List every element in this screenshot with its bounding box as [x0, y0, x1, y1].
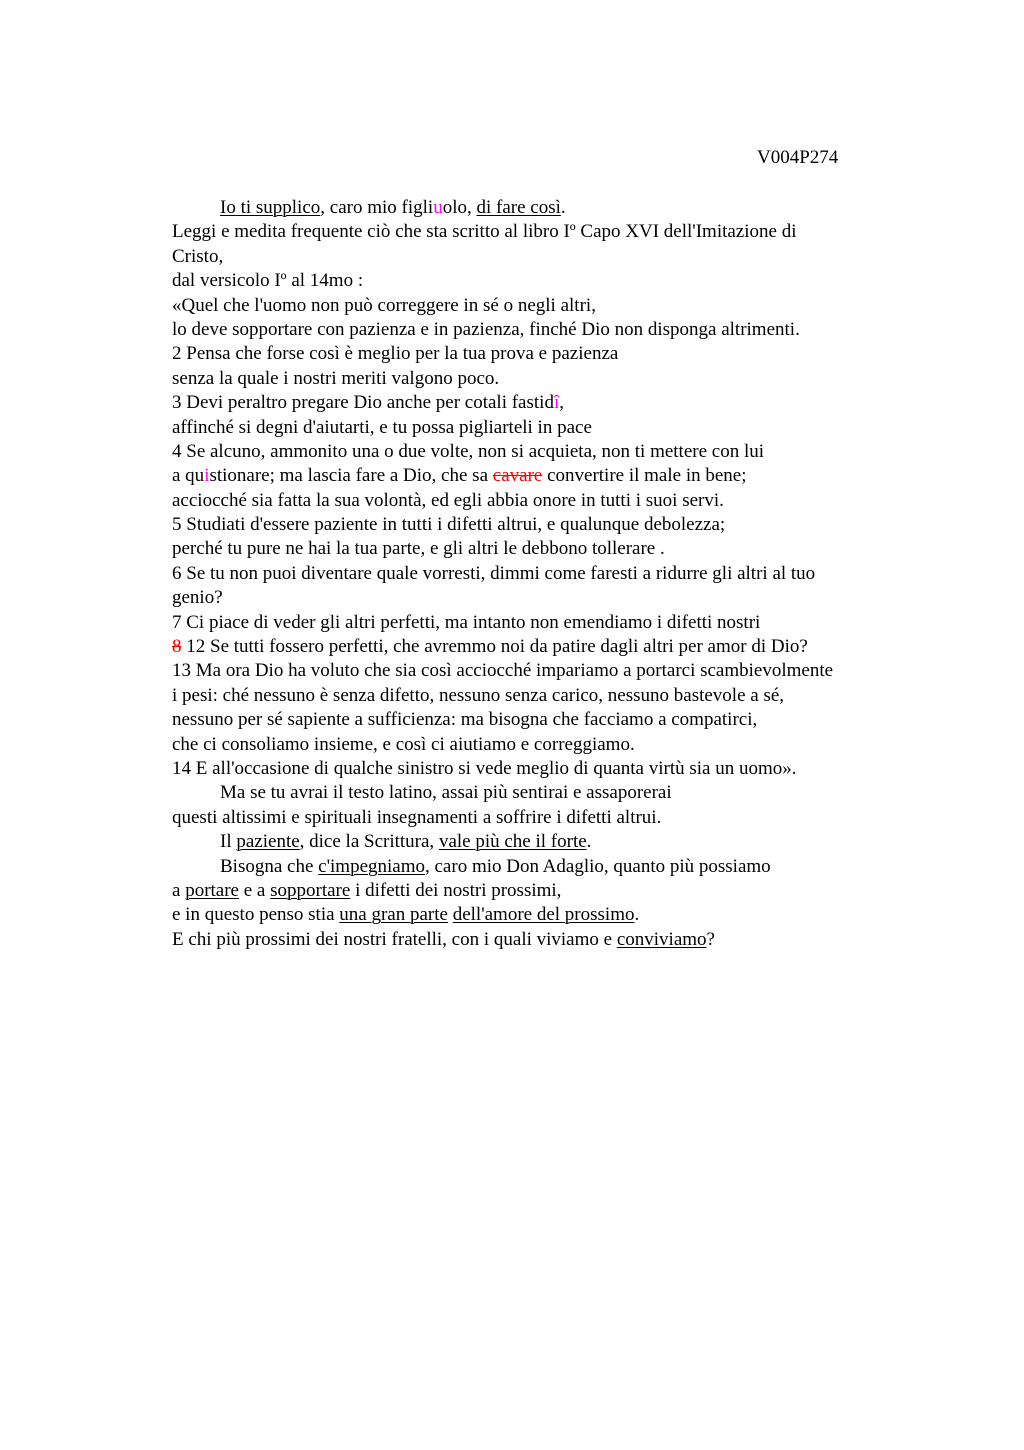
text-segment: 6 Se tu non puoi diventare quale vorresti, dimmi come faresti a ridurre gli altri al tuo: [172, 562, 816, 584]
text-line: [172, 757, 912, 781]
text-segment: perché tu pure ne hai la tua parte, e gli altri le debbono tollerare .: [172, 538, 665, 560]
text-line: [172, 684, 912, 708]
text-segment: 14 E all'occasione di qualche sinistro si vede meglio di quanta virtù sia un uomo».: [172, 757, 797, 779]
underlined-text: paziente: [236, 831, 300, 853]
underlined-text: Io ti supplico: [220, 197, 321, 218]
text-line: [172, 245, 912, 269]
text-segment: Il: [220, 831, 237, 853]
text-segment: Ma se tu avrai il testo latino, assai più sentirai e assaporerai: [220, 782, 672, 804]
underlined-text: sopportare: [270, 879, 351, 901]
underlined-text: c'impegniamo: [318, 855, 425, 877]
text-line: [172, 586, 912, 610]
text-segment: 13 Ma ora Dio ha voluto che sia così acciocché impariamo a portarci scambievolmente: [172, 660, 834, 682]
text-line: [172, 537, 912, 561]
text-line: [172, 903, 912, 927]
text-segment: olo,: [442, 197, 477, 218]
text-segment: 12 Se tutti fossero perfetti, che avremmo noi da patire dagli altri per amor di Dio?: [181, 636, 808, 658]
text-segment: , dice la Scrittura,: [299, 831, 439, 853]
text-segment: e a: [239, 879, 271, 901]
struck-text: cavare: [492, 465, 543, 487]
text-segment: stionare; ma lascia fare a Dio, che sa: [209, 465, 493, 487]
text-segment: nessuno per sé sapiente a sufficienza: ma bisogna che facciamo a compatirci,: [172, 709, 758, 731]
text-line: [172, 855, 912, 879]
text-segment: affinché si degni d'aiutarti, e tu possa pigliarteli in pace: [172, 416, 592, 438]
text-line: [172, 318, 912, 342]
underlined-text: dell'amore del prossimo: [452, 904, 635, 926]
text-segment: .: [586, 831, 592, 853]
text-segment: E chi più prossimi dei nostri fratelli, con i quali viviamo e: [172, 928, 617, 950]
text-line: [172, 513, 912, 537]
text-line: [172, 879, 912, 903]
text-segment: i pesi: ché nessuno è senza difetto, nessuno senza carico, nessuno bastevole a sé,: [172, 684, 785, 706]
text-segment: questi altissimi e spirituali insegnamenti a soffrire i difetti altrui.: [172, 806, 662, 828]
underlined-text: conviviamo: [616, 928, 707, 950]
text-line: [172, 635, 912, 659]
text-line: [172, 367, 912, 391]
text-segment: i difetti dei nostri prossimi,: [350, 879, 562, 901]
text-line: [172, 269, 912, 293]
text-segment: lo deve sopportare con pazienza e in pazienza, finché Dio non disponga altrimenti.: [172, 318, 800, 340]
text-segment: e in questo penso stia: [172, 904, 340, 926]
inserted-letter: u: [433, 197, 443, 218]
inserted-letter: î: [553, 392, 560, 414]
text-line: [172, 489, 912, 513]
text-segment: ?: [706, 928, 715, 950]
underlined-text: portare: [185, 879, 239, 901]
text-line: [172, 659, 912, 683]
text-line: [172, 416, 912, 440]
text-segment: acciocché sia fatta la sua volontà, ed egli abbia onore in tutti i suoi servi.: [172, 489, 724, 511]
text-segment: , caro mio Don Adaglio, quanto più possiamo: [425, 855, 771, 877]
text-line: [172, 611, 912, 635]
text-segment: 4 Se alcuno, ammonito una o due volte, non si acquieta, non ti mettere con lui: [172, 440, 765, 462]
text-line: [172, 562, 912, 586]
text-segment: a qu: [172, 465, 205, 487]
text-line: [172, 294, 912, 318]
text-line: [172, 806, 912, 830]
text-segment: , caro mio figli: [320, 197, 434, 218]
text-line: [172, 830, 912, 854]
text-line: [172, 928, 912, 952]
text-line: [172, 391, 912, 415]
inserted-letter: i: [204, 465, 210, 487]
text-segment: 7 Ci piace di veder gli altri perfetti, ma intanto non emendiamo i difetti nostri: [172, 611, 761, 633]
text-segment: Cristo,: [172, 245, 224, 267]
text-segment: .: [560, 197, 566, 218]
text-segment: Bisogna che: [220, 855, 319, 877]
text-segment: genio?: [172, 587, 223, 609]
text-line: [172, 220, 912, 244]
text-segment: 3 Devi peraltro pregare Dio anche per cotali fastid: [172, 392, 554, 414]
underlined-text: vale più che il forte: [438, 831, 587, 853]
underlined-text: di fare così: [476, 197, 561, 218]
text-segment: convertire il male in bene;: [542, 465, 747, 487]
text-segment: 5 Studiati d'essere paziente in tutti i difetti altrui, e qualunque debolezza;: [172, 514, 726, 536]
text-segment: senza la quale i nostri meriti valgono poco.: [172, 367, 500, 389]
underlined-text: una gran parte: [339, 904, 448, 926]
page-identifier: V004P274: [757, 147, 839, 168]
text-segment: .: [634, 904, 640, 926]
text-line: [172, 464, 912, 488]
struck-text: 8: [172, 636, 182, 658]
text-line: [172, 781, 912, 805]
text-line: [172, 440, 912, 464]
letter-body: [172, 196, 912, 952]
text-segment: a: [172, 879, 186, 901]
text-segment: «Quel che l'uomo non può correggere in sé o negli altri,: [172, 294, 596, 316]
text-line: [172, 342, 912, 366]
text-segment: dal versicolo Iº al 14mo :: [172, 270, 364, 292]
text-line: [172, 196, 912, 220]
text-segment: 2 Pensa che forse così è meglio per la tua prova e pazienza: [172, 343, 619, 365]
text-segment: Leggi e medita frequente ciò che sta scritto al libro Iº Capo XVI dell'Imitazione di: [172, 221, 797, 243]
text-segment: ,: [559, 392, 564, 414]
text-segment: che ci consoliamo insieme, e così ci aiutiamo e correggiamo.: [172, 733, 635, 755]
text-line: [172, 733, 912, 757]
text-line: [172, 708, 912, 732]
